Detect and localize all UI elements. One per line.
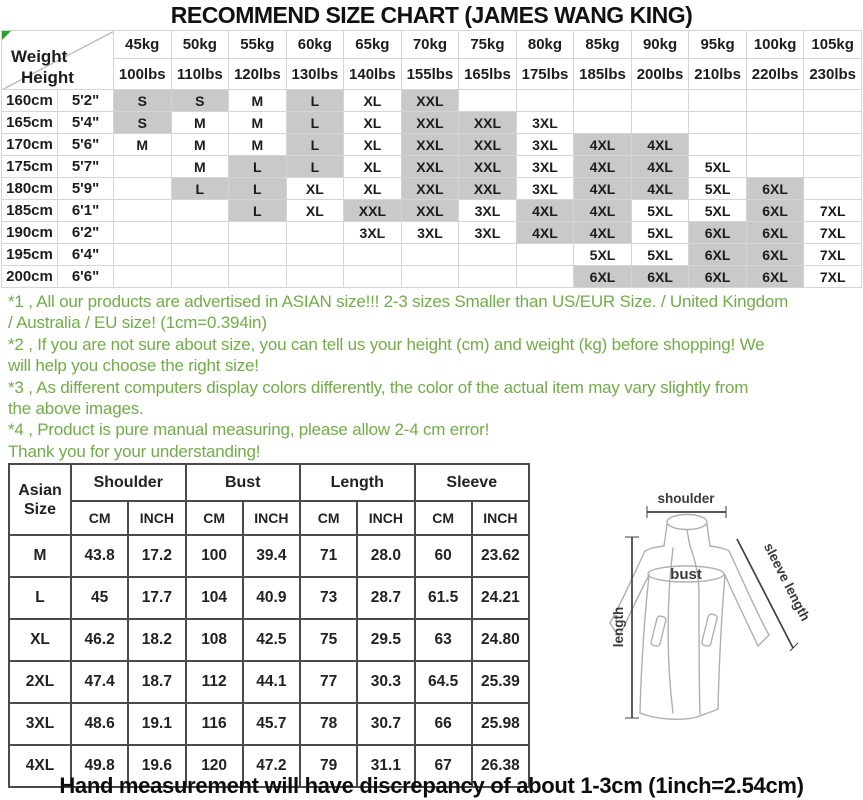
size-cell: 4XL xyxy=(574,200,632,222)
shoulder-diagram-label: shoulder xyxy=(657,491,715,506)
measurement-row xyxy=(9,703,529,745)
size-cell xyxy=(286,266,344,288)
unit-inch-header: INCH xyxy=(128,501,185,535)
footer-note: Hand measurement will have discrepancy of about 1-3cm (1inch=2.54cm) xyxy=(59,773,804,798)
measurement-value-cell: 73 xyxy=(300,577,357,619)
size-cell: 4XL xyxy=(631,134,689,156)
measurement-value-cell: 29.5 xyxy=(357,619,414,661)
measurement-value-cell: 39.4 xyxy=(243,535,300,577)
size-cell: L xyxy=(286,90,344,112)
size-cell: 4XL xyxy=(574,134,632,156)
size-cell xyxy=(574,90,632,112)
height-ft-cell: 6'6" xyxy=(58,266,114,288)
weight-kg-header-row xyxy=(2,31,862,59)
measurement-value-cell: 104 xyxy=(186,577,243,619)
note-line: Thank you for your understanding! xyxy=(8,441,261,461)
size-cell xyxy=(114,244,172,266)
size-cell xyxy=(286,222,344,244)
size-cell: L xyxy=(171,178,229,200)
measurement-value-cell: 100 xyxy=(186,535,243,577)
sleeve-length-diagram-label: sleeve length xyxy=(760,540,814,624)
size-cell: 6XL xyxy=(689,266,747,288)
weight-kg-header: 90kg xyxy=(631,31,689,59)
measurement-value-cell: 78 xyxy=(300,703,357,745)
measurement-lines xyxy=(625,506,798,718)
measurement-value-cell: 77 xyxy=(300,661,357,703)
coat-outline xyxy=(610,515,769,720)
size-cell xyxy=(689,90,747,112)
asian-size-cell: XL xyxy=(9,619,71,661)
asian-size-cell: 3XL xyxy=(9,703,71,745)
measurement-value-cell: 45.7 xyxy=(243,703,300,745)
size-cell: XL xyxy=(286,200,344,222)
size-cell: 3XL xyxy=(401,222,459,244)
coat-measurement-diagram xyxy=(540,462,862,774)
measurement-value-cell: 116 xyxy=(186,703,243,745)
measurement-value-cell: 71 xyxy=(300,535,357,577)
note-line: will help you choose the right size! xyxy=(8,356,259,376)
size-chart-row xyxy=(2,266,862,288)
measurement-row xyxy=(9,535,529,577)
size-cell: M xyxy=(229,134,287,156)
unit-cm-header: CM xyxy=(415,501,472,535)
measurement-value-cell: 43.8 xyxy=(71,535,128,577)
size-cell: 6XL xyxy=(746,244,804,266)
size-cell xyxy=(631,90,689,112)
note-line: the above images. xyxy=(8,399,144,419)
measurement-value-cell: 18.2 xyxy=(128,619,185,661)
measure-group-header: Shoulder xyxy=(71,464,186,501)
height-ft-cell: 5'4" xyxy=(58,112,114,134)
measurement-unit-header-row xyxy=(9,501,529,535)
size-cell xyxy=(574,112,632,134)
size-cell: L xyxy=(286,134,344,156)
measurement-value-cell: 28.7 xyxy=(357,577,414,619)
size-cell: 3XL xyxy=(459,200,517,222)
size-cell: XL xyxy=(344,178,402,200)
size-label: Size xyxy=(23,500,56,518)
unit-inch-header: INCH xyxy=(472,501,529,535)
size-cell xyxy=(171,200,229,222)
measurement-value-cell: 17.7 xyxy=(128,577,185,619)
measurement-value-cell: 17.2 xyxy=(128,535,185,577)
height-ft-cell: 5'6" xyxy=(58,134,114,156)
height-cm-cell: 180cm xyxy=(2,178,58,200)
weight-kg-header: 70kg xyxy=(401,31,459,59)
weight-height-corner-cell xyxy=(2,31,114,90)
size-cell xyxy=(689,134,747,156)
size-cell: XL xyxy=(344,156,402,178)
measurement-value-cell: 24.21 xyxy=(472,577,529,619)
weight-lbs-header: 100lbs xyxy=(114,59,172,90)
size-cell: 4XL xyxy=(631,156,689,178)
unit-inch-header: INCH xyxy=(357,501,414,535)
size-cell xyxy=(746,156,804,178)
size-cell: 7XL xyxy=(804,244,862,266)
size-cell: S xyxy=(114,90,172,112)
weight-lbs-header: 185lbs xyxy=(574,59,632,90)
weight-kg-header: 75kg xyxy=(459,31,517,59)
weight-kg-header: 45kg xyxy=(114,31,172,59)
weight-kg-header: 95kg xyxy=(689,31,747,59)
measure-group-header: Length xyxy=(300,464,415,501)
size-cell: XXL xyxy=(401,112,459,134)
size-cell: M xyxy=(171,134,229,156)
size-cell xyxy=(114,222,172,244)
size-cell xyxy=(516,266,574,288)
measurement-table-body xyxy=(9,535,529,787)
size-cell: 6XL xyxy=(746,266,804,288)
size-cell: 4XL xyxy=(516,222,574,244)
weight-lbs-header: 175lbs xyxy=(516,59,574,90)
size-chart-row xyxy=(2,244,862,266)
measurement-value-cell: 49.8 xyxy=(71,745,128,787)
length-diagram-label: length xyxy=(611,606,626,648)
height-ft-cell: 5'9" xyxy=(58,178,114,200)
size-cell: L xyxy=(229,200,287,222)
measurement-value-cell: 66 xyxy=(415,703,472,745)
note-line: *4 , Product is pure manual measuring, please allow 2-4 cm error! xyxy=(8,420,490,440)
measurement-value-cell: 19.6 xyxy=(128,745,185,787)
size-cell: 3XL xyxy=(516,134,574,156)
asian-label: Asian xyxy=(18,481,62,499)
height-cm-cell: 160cm xyxy=(2,90,58,112)
size-cell: XXL xyxy=(401,90,459,112)
weight-lbs-header: 155lbs xyxy=(401,59,459,90)
weight-lbs-header-row xyxy=(2,59,862,90)
size-cell xyxy=(746,134,804,156)
measurement-value-cell: 63 xyxy=(415,619,472,661)
size-cell: 6XL xyxy=(746,200,804,222)
size-cell xyxy=(804,112,862,134)
size-cell xyxy=(229,222,287,244)
weight-kg-header: 105kg xyxy=(804,31,862,59)
size-cell: 4XL xyxy=(574,222,632,244)
size-cell: L xyxy=(286,112,344,134)
size-cell: L xyxy=(229,178,287,200)
weight-lbs-header: 140lbs xyxy=(344,59,402,90)
height-cm-cell: 200cm xyxy=(2,266,58,288)
size-cell: XXL xyxy=(344,200,402,222)
recommend-size-table xyxy=(1,30,862,288)
size-cell xyxy=(689,112,747,134)
measurement-value-cell: 67 xyxy=(415,745,472,787)
measurement-value-cell: 40.9 xyxy=(243,577,300,619)
height-cm-cell: 185cm xyxy=(2,200,58,222)
size-cell: M xyxy=(114,134,172,156)
measurement-row xyxy=(9,661,529,703)
size-cell xyxy=(286,244,344,266)
size-cell xyxy=(459,266,517,288)
size-cell: XL xyxy=(286,178,344,200)
size-cell xyxy=(459,90,517,112)
height-ft-cell: 5'2" xyxy=(58,90,114,112)
weight-kg-header: 85kg xyxy=(574,31,632,59)
size-cell: 6XL xyxy=(746,222,804,244)
size-cell xyxy=(631,112,689,134)
measurement-value-cell: 45 xyxy=(71,577,128,619)
size-cell: XXL xyxy=(459,134,517,156)
size-cell: XL xyxy=(344,90,402,112)
weight-kg-header: 50kg xyxy=(171,31,229,59)
size-cell xyxy=(401,244,459,266)
size-cell: 7XL xyxy=(804,222,862,244)
size-cell: M xyxy=(229,90,287,112)
size-cell: 5XL xyxy=(631,200,689,222)
size-cell: 4XL xyxy=(574,178,632,200)
size-cell: XXL xyxy=(459,178,517,200)
size-cell xyxy=(114,178,172,200)
size-cell: S xyxy=(114,112,172,134)
size-cell: 3XL xyxy=(516,156,574,178)
size-cell: 5XL xyxy=(689,200,747,222)
note-line: / Australia / EU size! (1cm=0.394in) xyxy=(8,313,267,333)
size-cell: L xyxy=(229,156,287,178)
size-cell xyxy=(171,222,229,244)
asian-size-cell: M xyxy=(9,535,71,577)
measure-group-header: Bust xyxy=(186,464,301,501)
measurement-value-cell: 48.6 xyxy=(71,703,128,745)
size-cell xyxy=(746,90,804,112)
asian-size-cell: 2XL xyxy=(9,661,71,703)
size-chart-row xyxy=(2,178,862,200)
height-ft-cell: 6'4" xyxy=(58,244,114,266)
measurement-value-cell: 25.39 xyxy=(472,661,529,703)
corner-weight-label: Weight xyxy=(11,47,68,66)
weight-lbs-header: 165lbs xyxy=(459,59,517,90)
measurement-value-cell: 79 xyxy=(300,745,357,787)
measurement-value-cell: 26.38 xyxy=(472,745,529,787)
measurement-value-cell: 47.2 xyxy=(243,745,300,787)
measurement-value-cell: 64.5 xyxy=(415,661,472,703)
note-line: *3 , As different computers display colors differently, the color of the actual item may vary slightly from xyxy=(8,377,749,397)
size-cell xyxy=(114,200,172,222)
size-cell xyxy=(344,266,402,288)
size-cell: 7XL xyxy=(804,266,862,288)
height-cm-cell: 170cm xyxy=(2,134,58,156)
size-cell: 7XL xyxy=(804,200,862,222)
size-cell xyxy=(804,156,862,178)
sheet-corner-marker-icon xyxy=(2,31,11,40)
seller-notes xyxy=(8,291,858,462)
measurement-value-cell: 23.62 xyxy=(472,535,529,577)
height-cm-cell: 165cm xyxy=(2,112,58,134)
measurement-table xyxy=(8,463,530,788)
size-cell: XXL xyxy=(401,200,459,222)
bust-diagram-label: bust xyxy=(670,566,702,583)
measure-group-header: Sleeve xyxy=(415,464,530,501)
note-line: *2 , If you are not sure about size, you can tell us your height (cm) and weight (kg) before shopping! We xyxy=(8,334,765,354)
size-chart-row xyxy=(2,90,862,112)
measurement-value-cell: 18.7 xyxy=(128,661,185,703)
unit-cm-header: CM xyxy=(186,501,243,535)
height-ft-cell: 6'2" xyxy=(58,222,114,244)
size-cell: 4XL xyxy=(516,200,574,222)
size-cell: S xyxy=(171,90,229,112)
size-cell: XL xyxy=(344,134,402,156)
measurement-value-cell: 112 xyxy=(186,661,243,703)
size-cell: 6XL xyxy=(689,222,747,244)
measurement-value-cell: 46.2 xyxy=(71,619,128,661)
measurement-value-cell: 120 xyxy=(186,745,243,787)
size-chart-row xyxy=(2,156,862,178)
measurement-value-cell: 30.3 xyxy=(357,661,414,703)
weight-lbs-header: 230lbs xyxy=(804,59,862,90)
measurement-value-cell: 31.1 xyxy=(357,745,414,787)
size-table-body xyxy=(2,90,862,288)
measurement-value-cell: 60 xyxy=(415,535,472,577)
size-chart-row xyxy=(2,112,862,134)
size-cell: L xyxy=(286,156,344,178)
size-cell: 5XL xyxy=(631,244,689,266)
unit-cm-header: CM xyxy=(300,501,357,535)
height-cm-cell: 190cm xyxy=(2,222,58,244)
weight-kg-header: 80kg xyxy=(516,31,574,59)
measurement-value-cell: 75 xyxy=(300,619,357,661)
size-cell xyxy=(114,156,172,178)
measurement-value-cell: 61.5 xyxy=(415,577,472,619)
size-cell xyxy=(459,244,517,266)
size-cell xyxy=(804,90,862,112)
height-cm-cell: 195cm xyxy=(2,244,58,266)
size-cell xyxy=(746,112,804,134)
size-cell: XXL xyxy=(459,112,517,134)
size-cell xyxy=(171,244,229,266)
size-cell: M xyxy=(229,112,287,134)
size-chart-row xyxy=(2,222,862,244)
size-cell: XXL xyxy=(459,156,517,178)
measurement-value-cell: 25.98 xyxy=(472,703,529,745)
asian-size-corner-cell xyxy=(9,464,71,535)
size-cell xyxy=(804,178,862,200)
weight-lbs-header: 220lbs xyxy=(746,59,804,90)
size-chart-row xyxy=(2,134,862,156)
size-cell xyxy=(344,244,402,266)
note-line: *1 , All our products are advertised in ASIAN size!!! 2-3 sizes Smaller than US/EUR Size. / United Kingdom xyxy=(8,292,789,311)
size-cell: XXL xyxy=(401,178,459,200)
size-cell: 5XL xyxy=(631,222,689,244)
measurement-value-cell: 24.80 xyxy=(472,619,529,661)
size-cell xyxy=(401,266,459,288)
asian-size-cell: L xyxy=(9,577,71,619)
size-cell xyxy=(229,244,287,266)
weight-lbs-header: 200lbs xyxy=(631,59,689,90)
size-cell: M xyxy=(171,156,229,178)
size-cell: 5XL xyxy=(689,156,747,178)
corner-height-label: Height xyxy=(21,68,74,87)
size-cell: 6XL xyxy=(574,266,632,288)
weight-lbs-header: 210lbs xyxy=(689,59,747,90)
height-cm-cell: 175cm xyxy=(2,156,58,178)
size-cell xyxy=(114,266,172,288)
size-cell xyxy=(804,134,862,156)
size-cell: 5XL xyxy=(689,178,747,200)
size-cell xyxy=(171,266,229,288)
weight-kg-header: 60kg xyxy=(286,31,344,59)
size-cell: 4XL xyxy=(631,178,689,200)
size-cell: 6XL xyxy=(631,266,689,288)
size-cell: 6XL xyxy=(689,244,747,266)
measurement-value-cell: 19.1 xyxy=(128,703,185,745)
weight-lbs-header: 110lbs xyxy=(171,59,229,90)
size-cell: M xyxy=(171,112,229,134)
measurement-row xyxy=(9,577,529,619)
size-cell: XXL xyxy=(401,156,459,178)
asian-size-cell: 4XL xyxy=(9,745,71,787)
size-cell xyxy=(229,266,287,288)
weight-kg-header: 55kg xyxy=(229,31,287,59)
size-cell: 6XL xyxy=(746,178,804,200)
weight-lbs-header: 120lbs xyxy=(229,59,287,90)
height-ft-cell: 5'7" xyxy=(58,156,114,178)
measurement-value-cell: 108 xyxy=(186,619,243,661)
measurement-value-cell: 28.0 xyxy=(357,535,414,577)
size-cell: 5XL xyxy=(574,244,632,266)
measurement-group-header-row xyxy=(9,464,529,501)
size-cell: 3XL xyxy=(516,178,574,200)
unit-inch-header: INCH xyxy=(243,501,300,535)
weight-kg-header: 100kg xyxy=(746,31,804,59)
unit-cm-header: CM xyxy=(71,501,128,535)
size-cell: 3XL xyxy=(459,222,517,244)
weight-kg-header: 65kg xyxy=(344,31,402,59)
measurement-value-cell: 47.4 xyxy=(71,661,128,703)
size-cell xyxy=(516,244,574,266)
size-cell xyxy=(516,90,574,112)
page-title: RECOMMEND SIZE CHART (JAMES WANG KING) xyxy=(170,2,693,28)
size-cell: 4XL xyxy=(574,156,632,178)
size-chart-row xyxy=(2,200,862,222)
measurement-value-cell: 30.7 xyxy=(357,703,414,745)
measurement-value-cell: 42.5 xyxy=(243,619,300,661)
measurement-row xyxy=(9,619,529,661)
measurement-value-cell: 44.1 xyxy=(243,661,300,703)
size-cell: XXL xyxy=(401,134,459,156)
weight-lbs-header: 130lbs xyxy=(286,59,344,90)
height-ft-cell: 6'1" xyxy=(58,200,114,222)
size-cell: 3XL xyxy=(516,112,574,134)
size-cell: 3XL xyxy=(344,222,402,244)
size-cell: XL xyxy=(344,112,402,134)
